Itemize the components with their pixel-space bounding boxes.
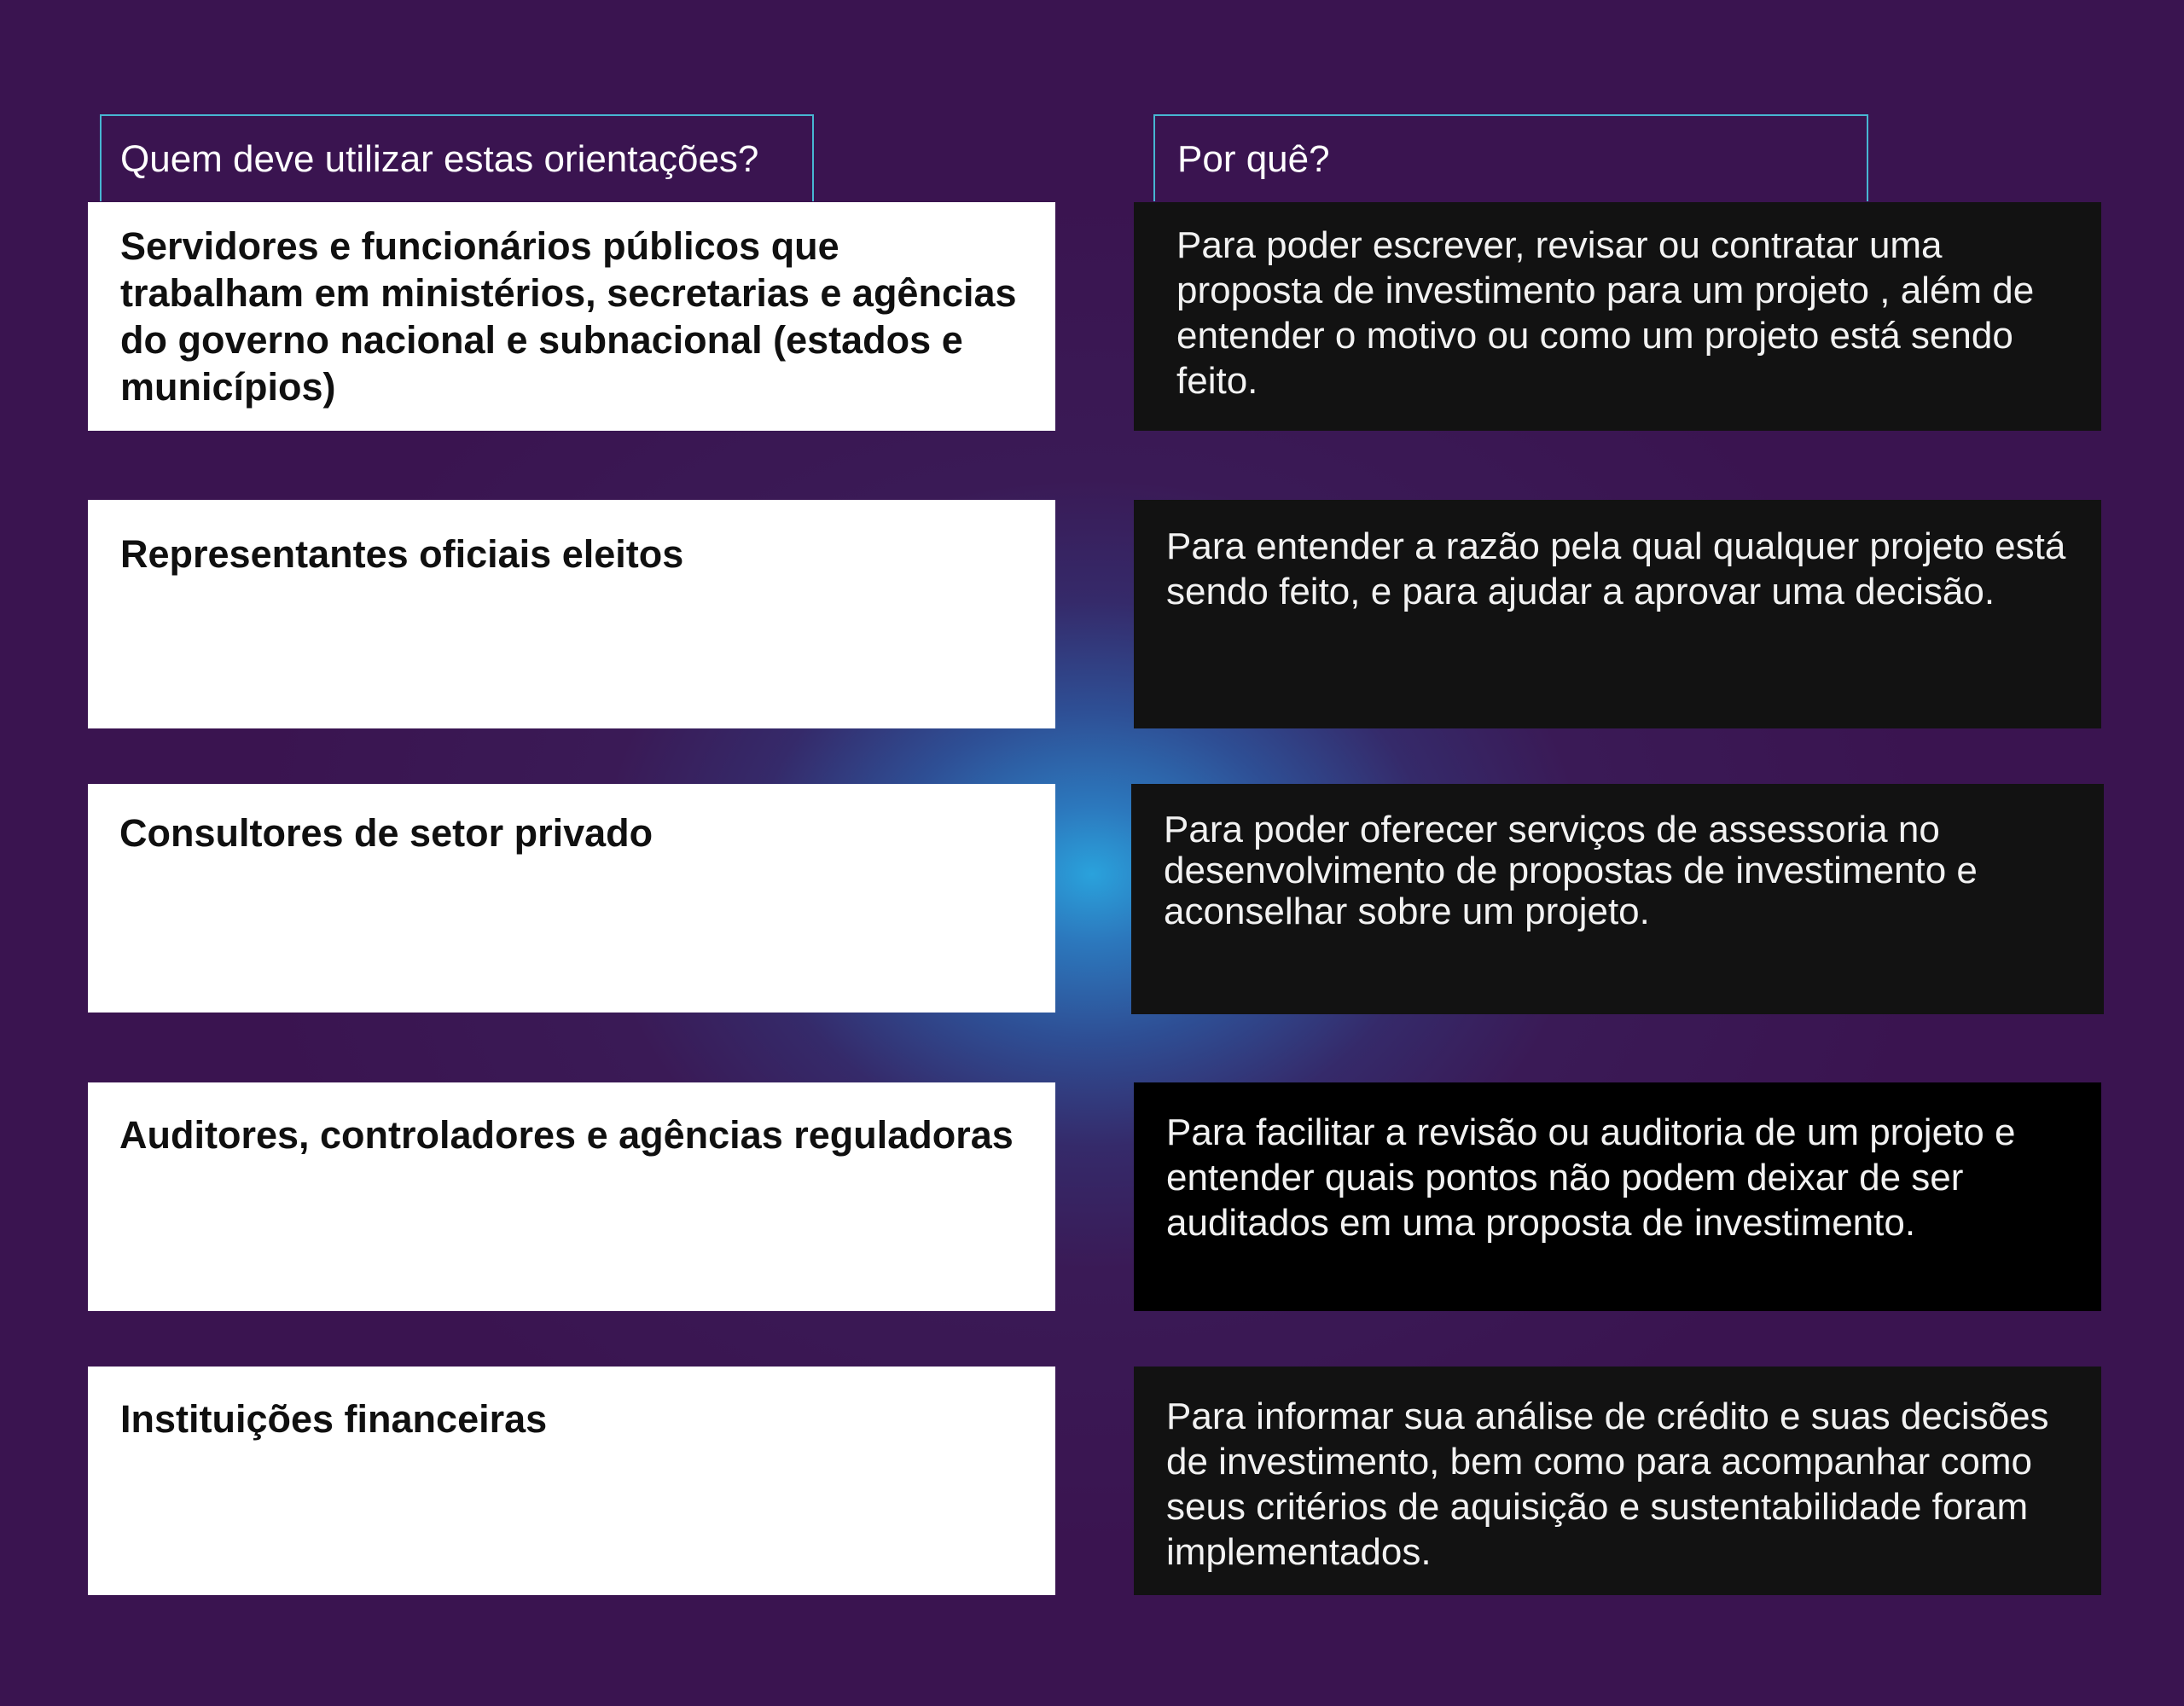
- why-card-auditors: Para facilitar a revisão ou auditoria de um projeto e entender quais pontos não podem deixar de ser auditados em uma proposta de investimento.: [1134, 1082, 2101, 1311]
- header-who: Quem deve utilizar estas orientações?: [100, 114, 814, 201]
- why-card-public-servants: Para poder escrever, revisar ou contratar uma proposta de investimento para um projeto , além de entender o motivo ou como um projeto está sendo feito.: [1134, 202, 2101, 431]
- header-why: Por quê?: [1153, 114, 1868, 201]
- who-card-financial-institutions: Instituições financeiras: [88, 1367, 1055, 1595]
- who-card-auditors: Auditores, controladores e agências reguladoras: [88, 1082, 1055, 1311]
- why-card-financial-institutions: Para informar sua análise de crédito e suas decisões de investimento, bem como para acompanhar como seus critérios de aquisição e sustentabilidade foram implementados.: [1134, 1367, 2101, 1595]
- who-card-private-consultants: Consultores de setor privado: [88, 784, 1055, 1013]
- why-card-elected-officials: Para entender a razão pela qual qualquer projeto está sendo feito, e para ajudar a aprovar uma decisão.: [1134, 500, 2101, 728]
- why-card-private-consultants: Para poder oferecer serviços de assessoria no desenvolvimento de propostas de investimento e aconselhar sobre um projeto.: [1131, 784, 2104, 1014]
- who-card-elected-officials: Representantes oficiais eleitos: [88, 500, 1055, 728]
- who-card-public-servants: Servidores e funcionários públicos que trabalham em ministérios, secretarias e agências do governo nacional e subnacional (estados e municípios): [88, 202, 1055, 431]
